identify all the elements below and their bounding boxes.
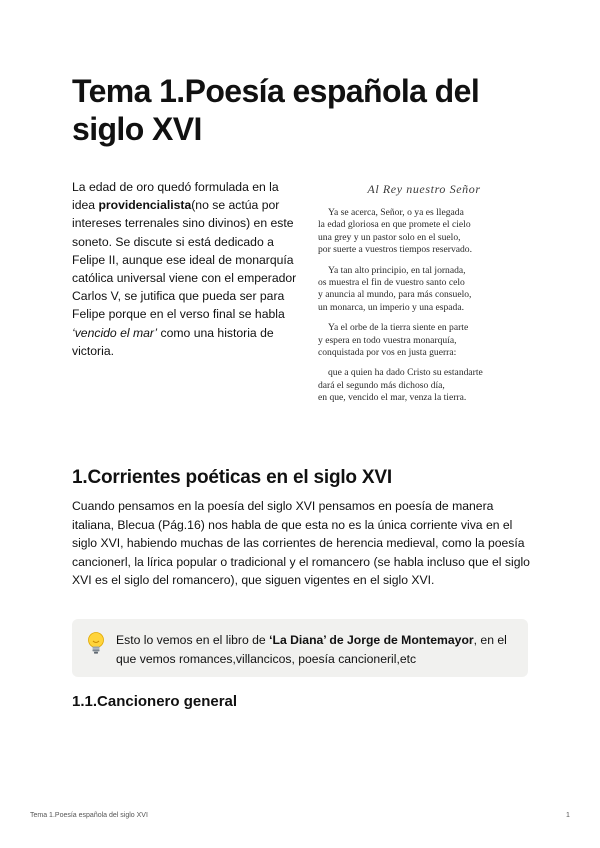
poem-verse: la edad gloriosa en que promete el cielo: [318, 219, 471, 231]
poem-title: Al Rey nuestro Señor: [367, 182, 481, 196]
poem-stanza: [318, 322, 530, 359]
section-heading: 1.Corrientes poéticas en el siglo XVI: [72, 467, 392, 488]
poem-verse: Ya se acerca, Señor, o ya es llegada: [328, 207, 464, 218]
poem-verse: y anuncia al mundo, para más consuelo,: [318, 289, 472, 301]
poem-verse: dará el segundo más dichoso día,: [318, 379, 445, 391]
intro-text: La edad de oro quedó formulada en la idea: [72, 180, 279, 213]
intro-paragraph: [72, 178, 302, 360]
callout-book-title: ‘La Diana’ de Jorge de Montemayor: [269, 633, 474, 647]
intro-text: como una historia de victoria.: [72, 325, 274, 358]
poem-verse: y espera en todo vuestra monarquía,: [318, 334, 457, 346]
poem-verse: en que, vencido el mar, venza la tierra.: [318, 392, 467, 404]
poem-stanza: [318, 265, 530, 315]
subsection-heading: 1.1.Cancionero general: [72, 693, 238, 710]
section-paragraph: Cuando pensamos en la poesía del siglo XVI pensamos en poesía de manera italiana, Blecua (Pág.16) nos habla de que esta no es la única corriente viva en el siglo XVI, habiendo muchas de las corrientes de herencia medieval, como la poesía cancionerl, la lírica popular o tradicional y el romancero (se habla incluso que el siglo XVI es el siglo del romancero), que siguen vigentes en el siglo XVI.: [72, 499, 530, 587]
poem-scan-image: [318, 176, 530, 438]
poem-verse: os muestra el fin de vuestro santo celo: [318, 277, 465, 289]
callout-box: [72, 619, 528, 677]
page-title: Tema 1.Poesía española del siglo XVI: [72, 73, 480, 147]
poem-verse: Ya el orbe de la tierra siente en parte: [328, 322, 469, 334]
footer-title: Tema 1.Poesía española del siglo XVI: [30, 812, 148, 819]
poem-verse: una grey y un pastor solo en el suelo,: [318, 231, 461, 243]
lightbulb-icon: [86, 631, 110, 677]
poem-stanza: [318, 207, 530, 257]
poem-verse: Ya tan alto principio, en tal jornada,: [328, 264, 466, 276]
poem-stanza: [318, 367, 530, 404]
callout-text-part: Esto lo vemos en el libro de: [116, 633, 270, 647]
page-number: 1: [566, 812, 570, 819]
poem-verse: un monarca, un imperio y una espada.: [318, 301, 464, 313]
callout-text: [116, 631, 512, 677]
intro-italic-quote: ‘vencido el mar’: [72, 325, 158, 340]
poem-verse: por suerte a vuestros tiempos reservado.: [318, 244, 472, 256]
intro-bold-term: providencialista: [98, 198, 192, 213]
intro-text: (no se actúa por intereses terrenales sino divinos) en este soneto. Se discute si está dedicado a Felipe II, aunque ese ideal de monarquía católica universal viene con el emperador Carlos V, se jutifica que pueda ser para Felipe porque en el verso final se habla: [72, 198, 297, 322]
poem-stanzas: [318, 207, 530, 405]
poem-verse: que a quien ha dado Cristo su estandarte: [328, 367, 483, 379]
poem-verse: conquistada por vos en justa guerra:: [318, 347, 457, 359]
callout-text-part: , en el que vemos romances,villancicos, poesía cancioneril,etc: [116, 633, 507, 666]
